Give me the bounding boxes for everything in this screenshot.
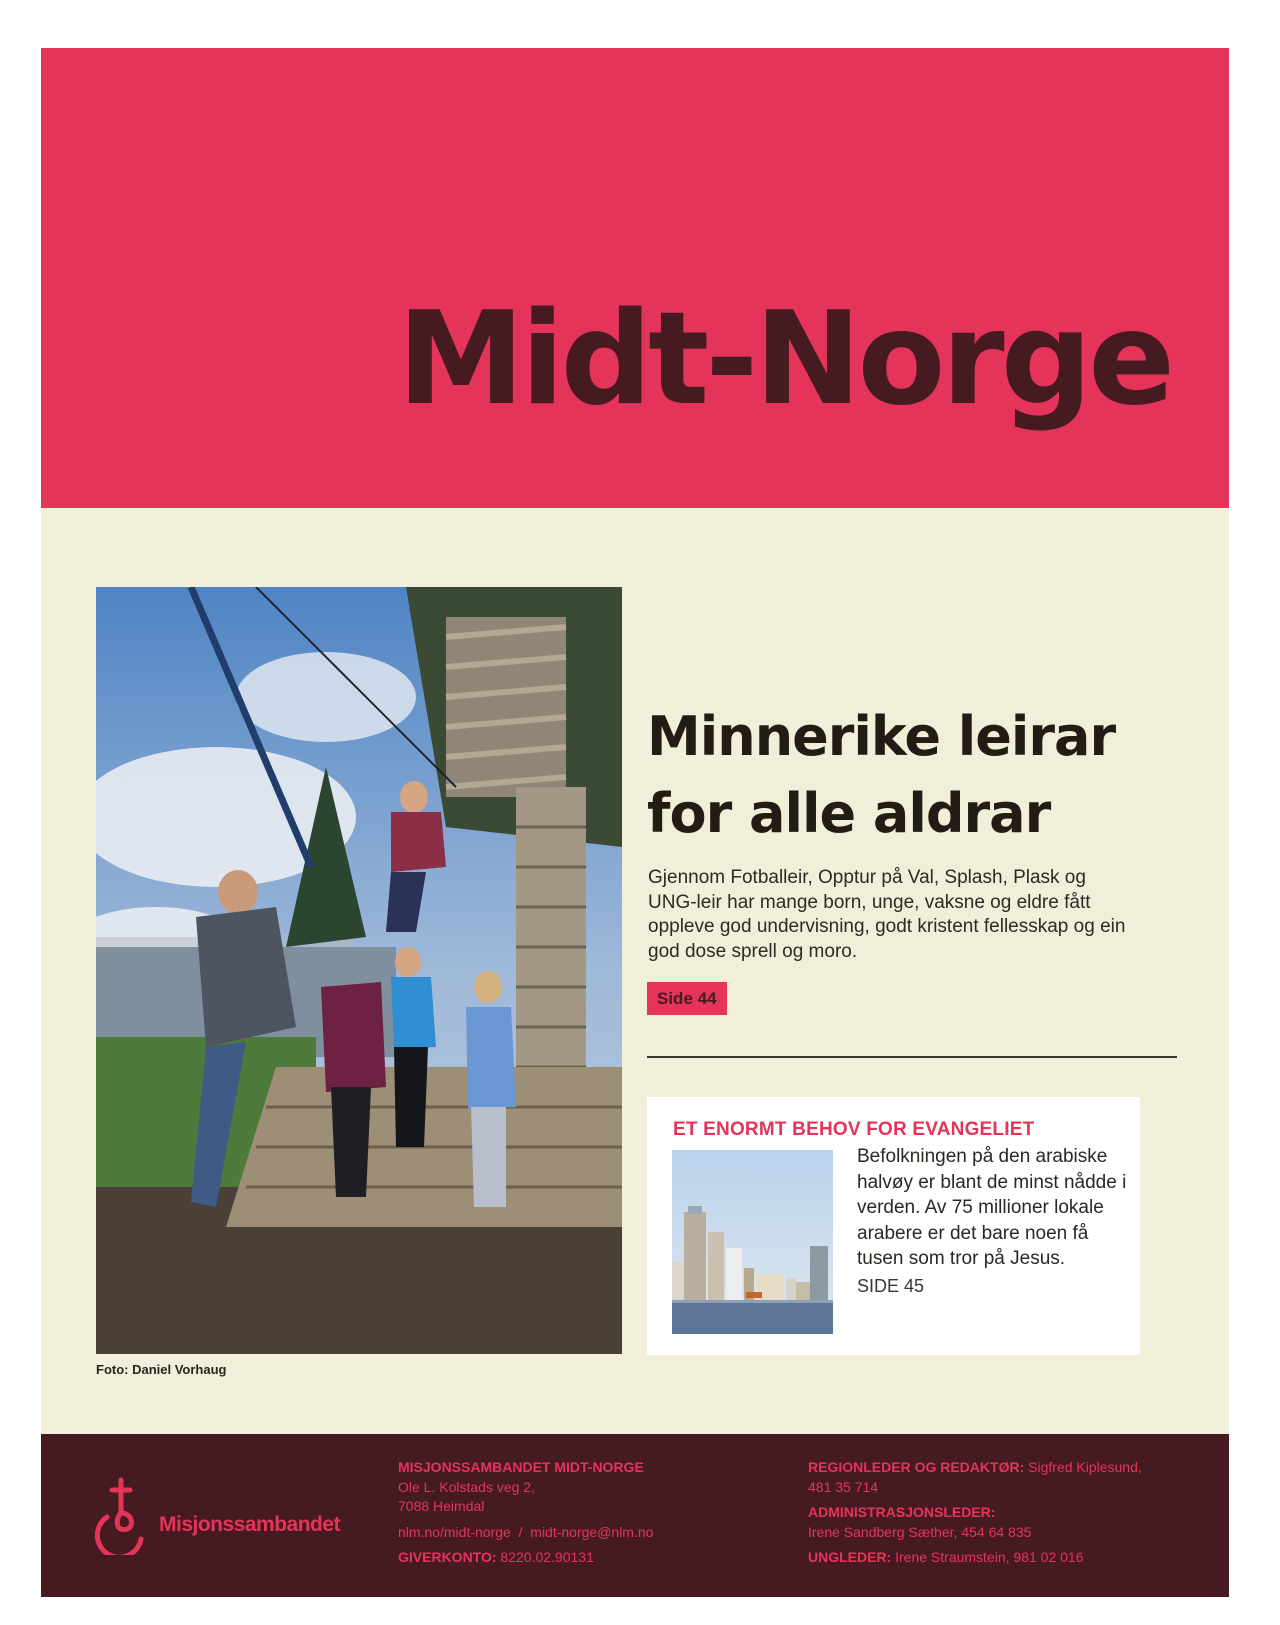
account-label: GIVERKONTO: (398, 1549, 497, 1565)
teaser-body (857, 1144, 1137, 1299)
masthead (41, 48, 1229, 508)
camp-photo (96, 587, 622, 1354)
staff-regional-leader (808, 1458, 1228, 1497)
content-area (41, 508, 1229, 1434)
teaser-page-ref[interactable]: SIDE 45 (857, 1275, 925, 1296)
donation-account (398, 1548, 653, 1568)
staff-role: UNGLEDER: (808, 1549, 892, 1565)
staff-role: ADMINISTRASJONSLEDER: (808, 1504, 996, 1520)
staff-admin-leader (808, 1503, 1228, 1542)
staff-contacts (808, 1458, 1228, 1568)
web-email-line (398, 1523, 653, 1543)
organization-logo[interactable] (95, 1477, 340, 1555)
main-article (647, 698, 1177, 1015)
headline-line-1: Minnerike leirar (647, 705, 1116, 768)
account-number: 8220.02.90131 (500, 1549, 594, 1565)
contact-address (398, 1458, 653, 1568)
staff-phone: 981 02 016 (1013, 1549, 1084, 1565)
headline-line-2: for alle aldrar (647, 782, 1051, 845)
address-line-2: 7088 Heimdal (398, 1498, 485, 1514)
staff-phone: 454 64 835 (961, 1523, 1032, 1540)
teaser-box[interactable] (647, 1097, 1140, 1355)
address-line-1: Ole L. Kolstads veg 2, (398, 1478, 535, 1495)
footer (41, 1434, 1229, 1597)
article-lead: Gjennom Fotballeir, Opptur på Val, Splash, Plask og UNG-leir har mange born, unge, vaksne og eldre fått oppleve god undervisning, godt kristent fellesskap og ein god dose sprell og moro. (648, 867, 1126, 962)
section-divider (647, 1056, 1177, 1058)
logo-text: Misjonssambandet (159, 1513, 341, 1536)
article-headline[interactable] (647, 698, 1177, 852)
teaser-title[interactable]: ET ENORMT BEHOV FOR EVANGELIET (673, 1119, 1035, 1140)
skyline-image-graphic (672, 1150, 833, 1334)
teaser-text: Befolkningen på den arabiske halvøy er blant de minst nådde i verden. Av 75 millioner lokale arabere er det bare noen få tusen som tror på Jesus. (857, 1146, 1127, 1269)
staff-role: REGIONLEDER OG REDAKTØR: (808, 1459, 1025, 1475)
camp-photo-image (96, 587, 622, 1354)
website-link[interactable]: nlm.no/midt-norge (398, 1523, 511, 1540)
staff-phone: 481 35 714 (808, 1478, 879, 1495)
region-title: Midt-Norge (397, 285, 1171, 434)
cross-circle-logo-icon (95, 1477, 147, 1555)
magazine-page (41, 48, 1229, 1597)
email-link[interactable]: midt-norge@nlm.no (530, 1523, 654, 1540)
org-name: MISJONSSAMBANDET MIDT-NORGE (398, 1459, 644, 1475)
photo-credit: Foto: Daniel Vorhaug (96, 1362, 227, 1377)
separator: / (518, 1523, 523, 1540)
page-ref-badge[interactable]: Side 44 (647, 982, 727, 1015)
staff-name: Irene Straumstein, (895, 1549, 1010, 1565)
staff-youth-leader (808, 1548, 1228, 1568)
staff-name: Sigfred Kiplesund, (1028, 1459, 1142, 1475)
skyline-image (672, 1150, 833, 1334)
staff-name: Irene Sandberg Sæther, (808, 1523, 958, 1540)
